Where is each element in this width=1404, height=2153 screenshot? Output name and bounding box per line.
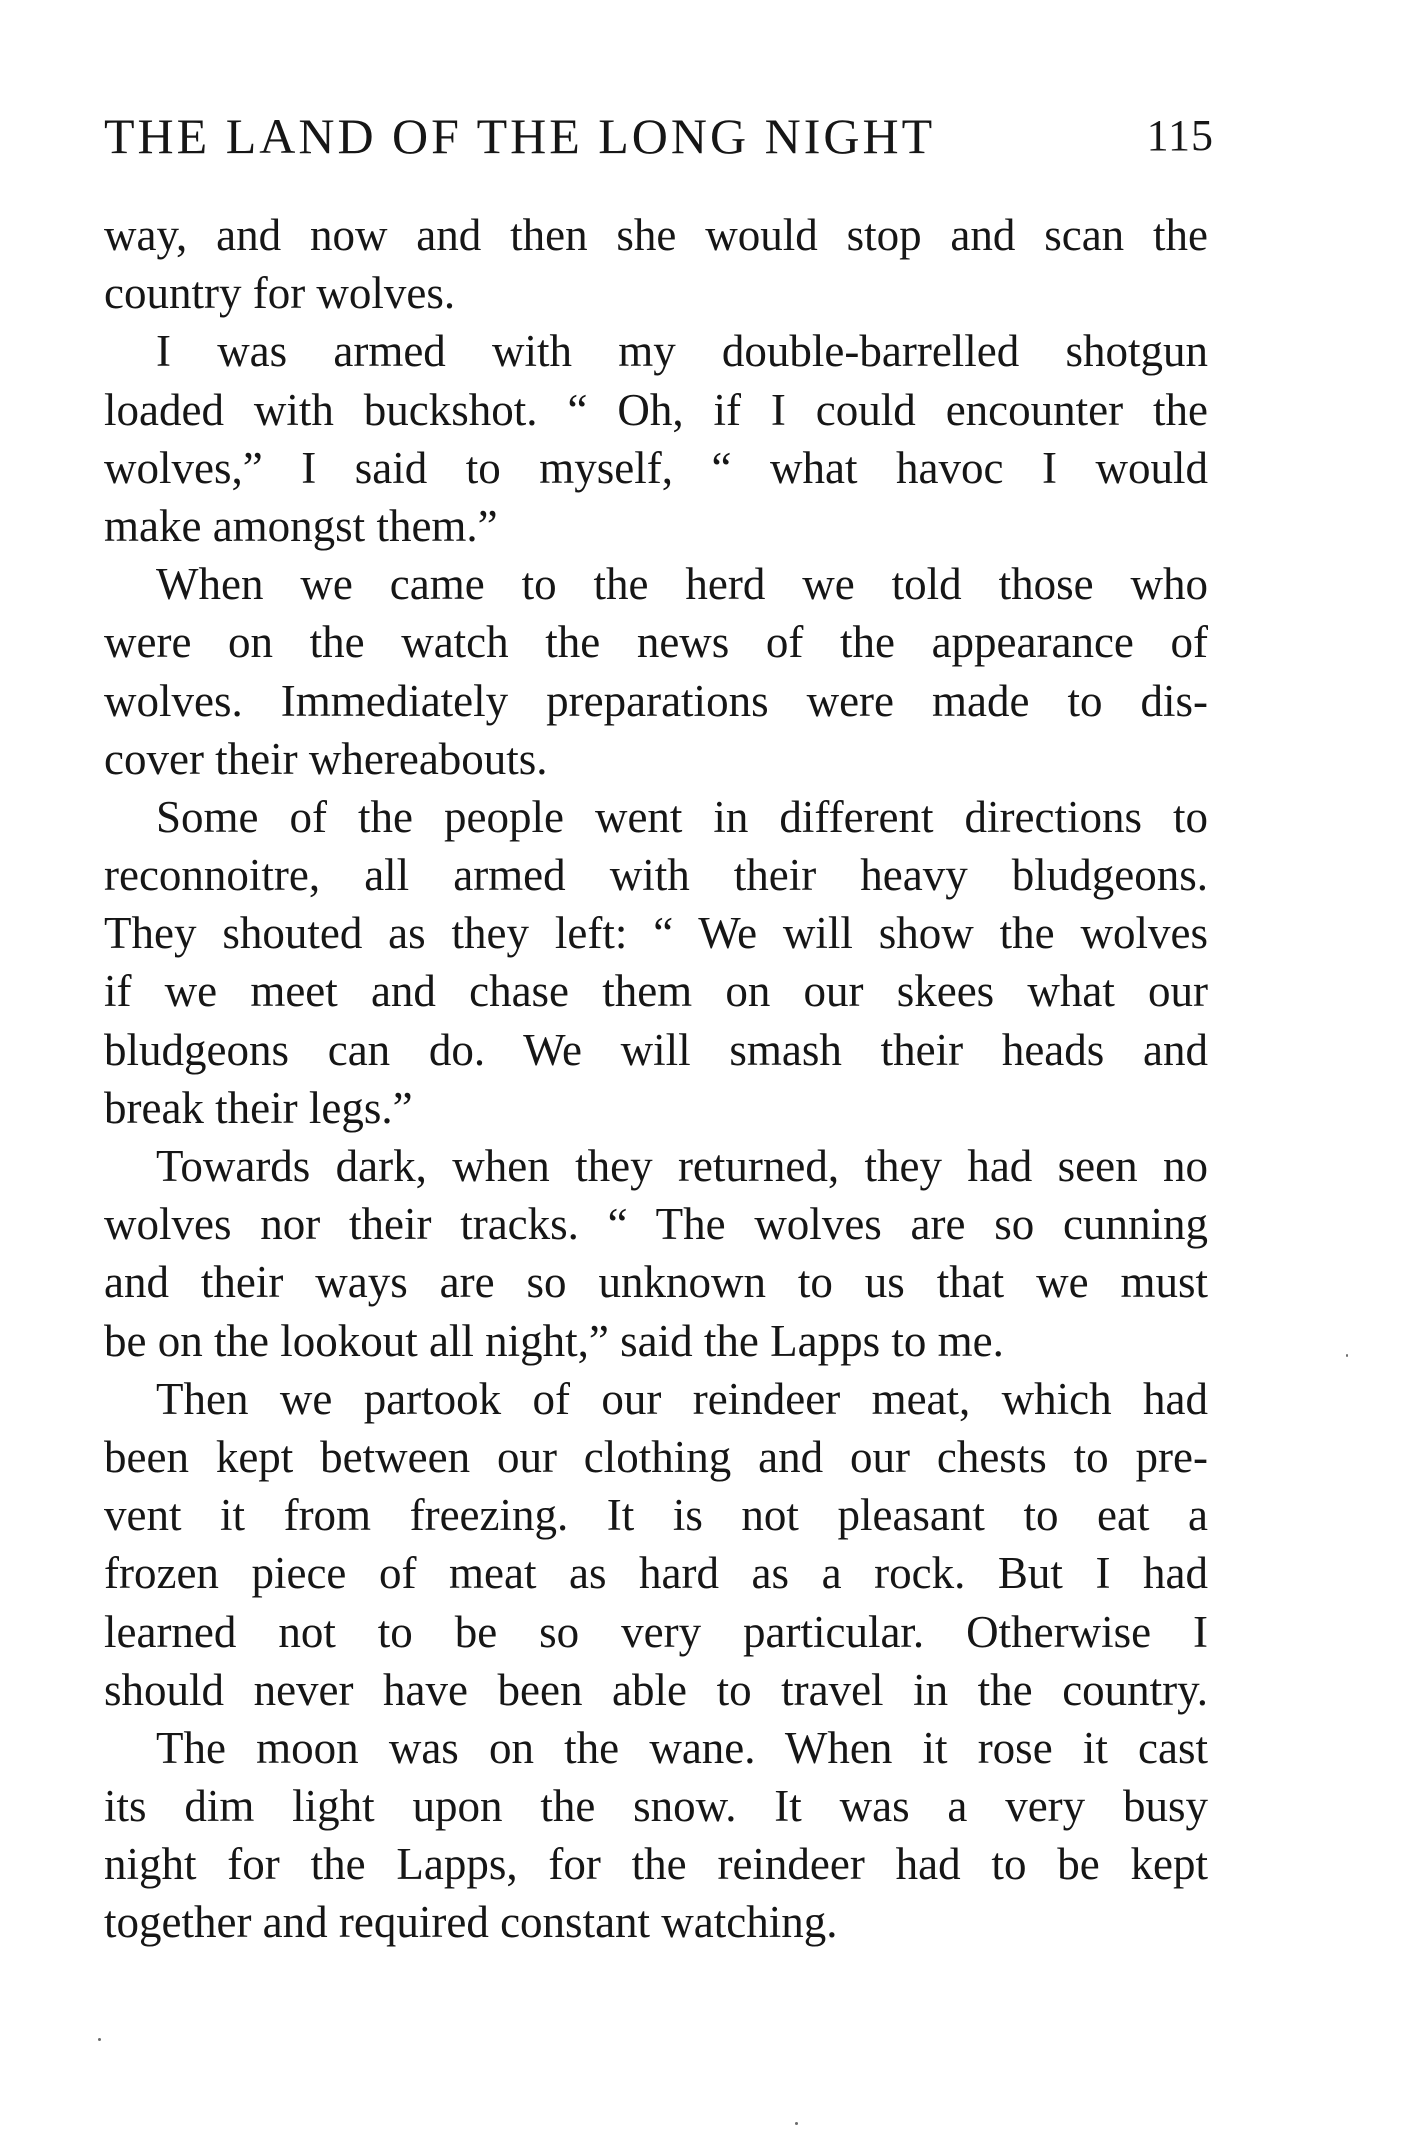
page-number: 115 [1146, 111, 1214, 160]
text-line: Then we partook of our reindeer meat, which had [156, 1373, 1208, 1424]
text-line: together and required constant watching. [104, 1897, 838, 1948]
text-line: and their ways are so unknown to us that we must [104, 1257, 1208, 1308]
text-line: way, and now and then she would stop and scan the [104, 210, 1208, 260]
scan-speck [98, 2038, 101, 2041]
text-line: The moon was on the wane. When it rose it cast [156, 1722, 1208, 1773]
scan-speck [795, 2122, 798, 2125]
text-line: loaded with buckshot. “ Oh, if I could encounter the [104, 384, 1208, 435]
text-line: were on the watch the news of the appearance of [104, 617, 1208, 668]
text-line: cover their whereabouts. [104, 733, 548, 784]
text-line: wolves. Immediately preparations were made to dis- [104, 675, 1208, 726]
text-line: make amongst them.” [104, 500, 498, 551]
running-title: THE LAND OF THE LONG NIGHT [104, 108, 936, 164]
text-line: break their legs.” [104, 1082, 413, 1133]
body-text [104, 206, 1208, 1952]
text-line: should never have been able to travel in the country. [104, 1664, 1208, 1715]
text-line: Towards dark, when they returned, they had seen no [156, 1141, 1208, 1191]
scan-speck [1346, 1354, 1348, 1357]
text-line: vent it from freezing. It is not pleasant to eat a [104, 1490, 1208, 1541]
text-line: wolves,” I said to myself, “ what havoc I would [104, 442, 1208, 493]
text-line: reconnoitre, all armed with their heavy bludgeons. [104, 850, 1208, 901]
text-line: wolves nor their tracks. “ The wolves are so cunning [104, 1199, 1208, 1250]
text-line: I was armed with my double-barrelled shotgun [156, 326, 1208, 377]
text-line: country for wolves. [104, 268, 456, 319]
text-line: been kept between our clothing and our chests to pre- [104, 1431, 1208, 1482]
text-line: They shouted as they left: “ We will show the wolves [104, 908, 1208, 959]
text-line: learned not to be so very particular. Otherwise I [104, 1606, 1208, 1657]
text-line: night for the Lapps, for the reindeer had to be kept [104, 1839, 1208, 1890]
text-line: be on the lookout all night,” said the Lapps to me. [104, 1315, 1004, 1366]
running-header [104, 106, 1214, 166]
text-line: frozen piece of meat as hard as a rock. But I had [104, 1548, 1208, 1599]
text-line: bludgeons can do. We will smash their heads and [104, 1024, 1208, 1075]
text-line: if we meet and chase them on our skees what our [104, 966, 1208, 1017]
text-line: When we came to the herd we told those who [156, 559, 1208, 610]
text-line: Some of the people went in different directions to [156, 791, 1208, 842]
text-line: its dim light upon the snow. It was a very busy [104, 1781, 1208, 1832]
